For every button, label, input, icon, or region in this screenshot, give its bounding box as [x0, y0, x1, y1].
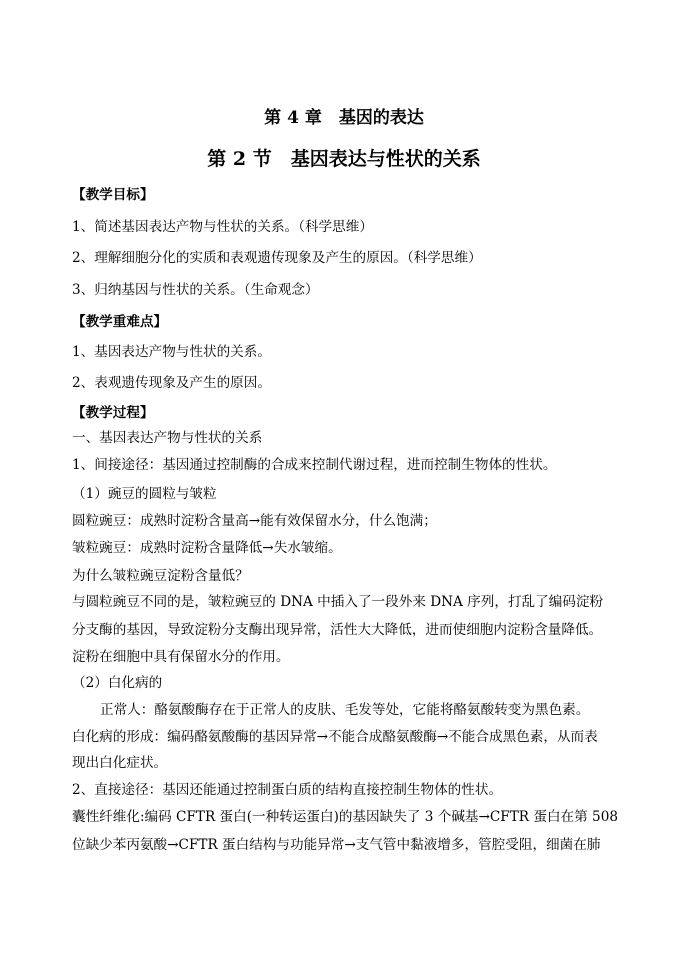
- process-paragraph-line: 与圆粒豌豆不同的是，皱粒豌豆的 DNA 中插入了一段外来 DNA 序列，打乱了编码淀粉: [72, 594, 604, 610]
- process-paragraph-line: 分支酶的基因，导致淀粉分支酶出现异常，活性大大降低，进而使细胞内淀粉含量降低。: [72, 622, 603, 638]
- key-point-item: 1、基因表达产物与性状的关系。: [72, 344, 271, 360]
- process-paragraph-line: 白化病的形成：编码酪氨酸酶的基因异常→不能合成酪氨酸酶→不能合成黑色素，从而表: [72, 729, 598, 745]
- chapter-title: 第 4 章 基因的表达: [264, 108, 424, 128]
- process-paragraph-line: 1、间接途径：基因通过控制酶的合成来控制代谢过程，进而控制生物体的性状。: [72, 457, 557, 473]
- process-subheading: （2）白化病的: [72, 675, 163, 691]
- process-paragraph-line: 2、直接途径：基因还能通过控制蛋白质的结构直接控制生物体的性状。: [72, 782, 503, 798]
- objective-item: 3、归纳基因与性状的关系。（生命观念）: [72, 282, 319, 298]
- objective-item: 2、理解细胞分化的实质和表观遗传现象及产生的原因。（科学思维）: [72, 250, 482, 266]
- process-paragraph-line: 正常人：酪氨酸酶存在于正常人的皮肤、毛发等处，它能将酪氨酸转变为黑色素。: [100, 702, 590, 718]
- objective-item: 1、简述基因表达产物与性状的关系。（科学思维）: [72, 219, 373, 235]
- process-heading: 【教学过程】: [72, 405, 154, 421]
- process-paragraph-line: 囊性纤维化:编码 CFTR 蛋白(一种转运蛋白)的基因缺失了 3 个碱基→CFTR 蛋白在第 508: [72, 809, 618, 825]
- objectives-heading: 【教学目标】: [72, 187, 154, 203]
- process-paragraph-line: 淀粉在细胞中具有保留水分的作用。: [72, 649, 290, 665]
- process-paragraph-line: 现出白化症状。: [72, 755, 168, 771]
- section-title: 第 2 节 基因表达与性状的关系: [207, 148, 481, 170]
- process-paragraph-line: 皱粒豌豆：成熟时淀粉含量降低→失水皱缩。: [72, 540, 342, 556]
- process-question: 为什么皱粒豌豆淀粉含量低？: [72, 568, 249, 584]
- process-paragraph-line: 圆粒豌豆：成熟时淀粉含量高→能有效保留水分，什么饱满；: [72, 513, 437, 529]
- process-subheading: （1）豌豆的圆粒与皱粒: [72, 486, 217, 502]
- key-points-heading: 【教学重难点】: [72, 314, 168, 330]
- process-paragraph-line: 位缺少苯丙氨酸→CFTR 蛋白结构与功能异常→支气管中黏液增多，管腔受阻，细菌在肺: [72, 837, 601, 853]
- process-subheading: 一、基因表达产物与性状的关系: [72, 430, 263, 446]
- key-point-item: 2、表观遗传现象及产生的原因。: [72, 375, 271, 391]
